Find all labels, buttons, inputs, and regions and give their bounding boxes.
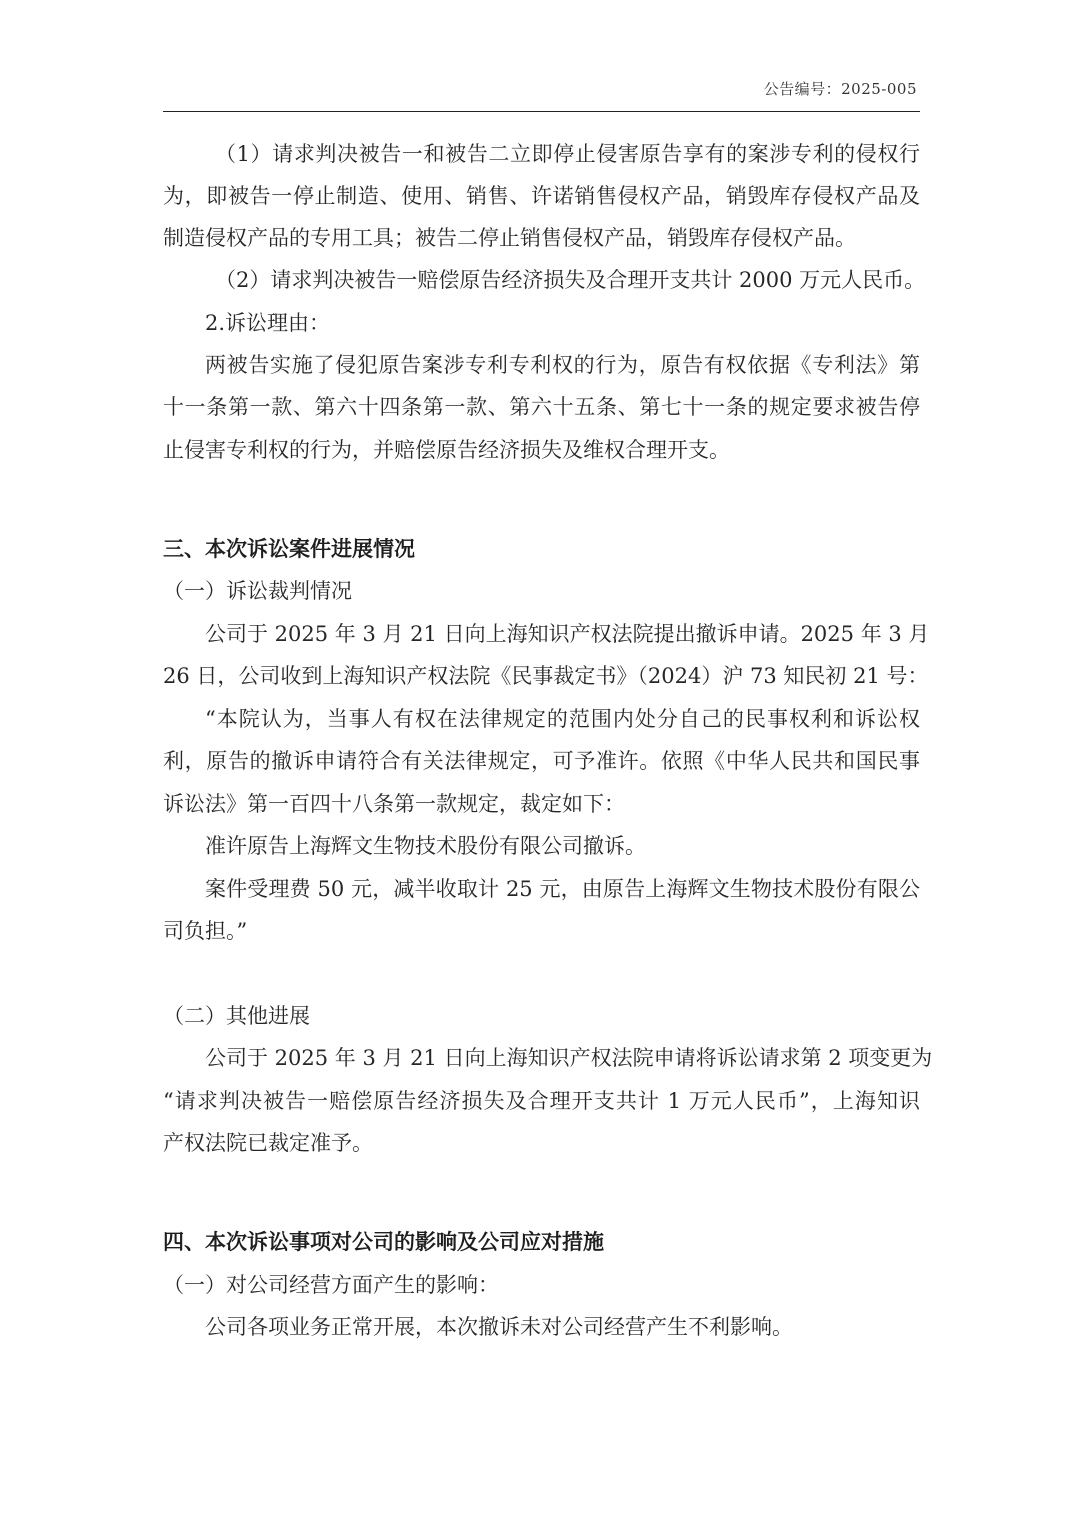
claim1-line2: 为，即被告一停止制造、使用、销售、许诺销售侵权产品，销毁库存侵权产品及 xyxy=(163,184,920,208)
reasons-line2: 十一条第一款、第六十四条第一款、第六十五条、第七十一条的规定要求被告停 xyxy=(163,395,920,419)
sub1-p1-line1: 公司于 2025 年 3 月 21 日向上海知识产权法院提出撤诉申请。2025 年 3 月 xyxy=(205,622,930,646)
section3-heading: 三、本次诉讼案件进展情况 xyxy=(163,536,415,561)
section3-sub1-title: （一）诉讼裁判情况 xyxy=(163,579,352,603)
fee-line2: 司负担。” xyxy=(163,919,248,943)
doc-number: 公告编号：2025-005 xyxy=(763,80,917,98)
header-rule xyxy=(163,111,920,112)
reasons-line1: 两被告实施了侵犯原告案涉专利专利权的行为，原告有权依据《专利法》第 xyxy=(205,353,920,377)
fee-line1: 案件受理费 50 元，减半收取计 25 元，由原告上海辉文生物技术股份有限公 xyxy=(205,877,920,901)
claim1-line1: （1）请求判决被告一和被告二立即停止侵害原告享有的案涉专利的侵权行 xyxy=(215,142,920,166)
section4-sub1-line1: 公司各项业务正常开展，本次撤诉未对公司经营产生不利影响。 xyxy=(205,1315,793,1339)
sub1-p1-line2: 26 日，公司收到上海知识产权法院《民事裁定书》（2024）沪 73 知民初 21 号： xyxy=(163,664,929,688)
claim1-line3: 制造侵权产品的专用工具；被告二停止销售侵权产品，销毁库存侵权产品。 xyxy=(163,226,856,250)
section3-sub2-title: （二）其他进展 xyxy=(163,1004,310,1028)
sub2-line1: 公司于 2025 年 3 月 21 日向上海知识产权法院申请将诉讼请求第 2 项变更为 xyxy=(205,1046,933,1070)
reasons-line3: 止侵害专利权的行为，并赔偿原告经济损失及维权合理开支。 xyxy=(163,438,730,462)
quote-line1: “本院认为，当事人有权在法律规定的范围内处分自己的民事权利和诉讼权 xyxy=(205,707,920,731)
claim2-line1: （2）请求判决被告一赔偿原告经济损失及合理开支共计 2000 万元人民币。 xyxy=(215,268,926,292)
ruling-line: 准许原告上海辉文生物技术股份有限公司撤诉。 xyxy=(205,834,646,858)
reasons-title: 2.诉讼理由： xyxy=(205,311,331,335)
section4-sub1-title: （一）对公司经营方面产生的影响： xyxy=(163,1273,499,1297)
quote-line2: 利，原告的撤诉申请符合有关法律规定，可予准许。依照《中华人民共和国民事 xyxy=(163,749,920,773)
sub2-line3: 产权法院已裁定准予。 xyxy=(163,1131,373,1155)
section4-heading: 四、本次诉讼事项对公司的影响及公司应对措施 xyxy=(163,1229,604,1254)
quote-line3: 诉讼法》第一百四十八条第一款规定，裁定如下： xyxy=(163,792,625,816)
sub2-line2: “请求判决被告一赔偿原告经济损失及合理开支共计 1 万元人民币”，上海知识 xyxy=(163,1089,920,1113)
